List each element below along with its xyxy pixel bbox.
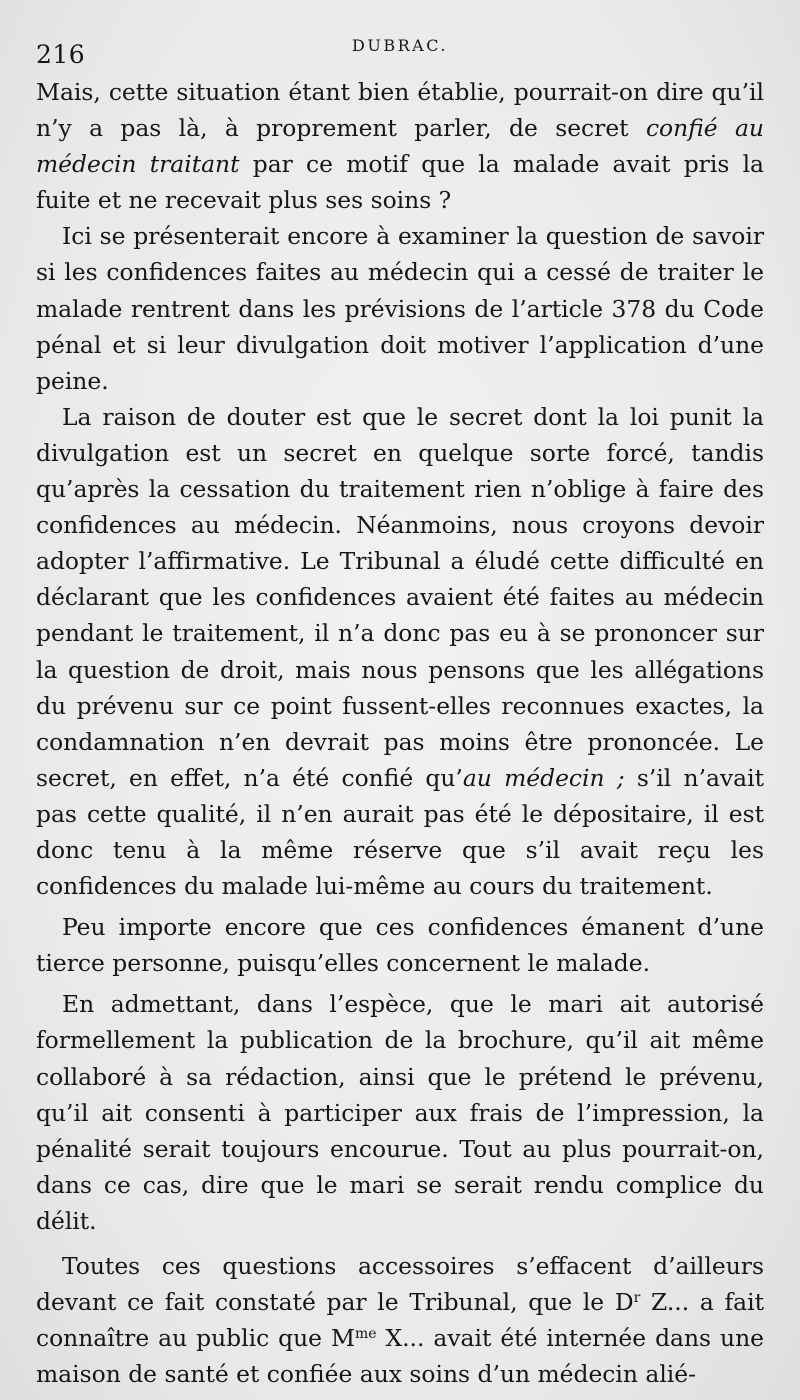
text-run: s’il n’avait pas cette qualité, il n’en aurait pas été le dépositaire, il est donc tenu à la même réserve que s’il avait reçu les confidences du malade lui-même au cours du traitement.: [36, 763, 764, 901]
text-run: Mais, cette situation étant bien établie, pourrait-on dire qu’il n’y a pas là, à proprement parler, de secret: [36, 78, 764, 143]
paragraph: [36, 399, 764, 904]
paragraph: [36, 909, 764, 981]
paragraph: [36, 1248, 764, 1392]
text-run: Ici se présenterait encore à examiner la question de savoir si les confidences faites au médecin qui a cessé de traiter le malade rentrent dans les prévisions de l’article 378 du Code pénal et si leur divulgation doit motiver l’application d’une peine.: [36, 222, 764, 395]
text-run: En admettant, dans l’espèce, que le mari ait autorisé formellement la publication de la brochure, qu’il ait même collaboré à sa rédaction, ainsi que le prétend le prévenu, qu’il ait consenti à participer aux frais de l’impression, la pénalité serait toujours encourue. Tout au plus pourrait-on, dans ce cas, dire que le mari se serait rendu complice du délit.: [36, 990, 764, 1235]
running-head: DUBRAC.: [352, 36, 448, 55]
text-run: X... avait été internée dans une maison de santé et confiée aux soins d’un médecin alié-: [36, 1324, 764, 1389]
text-run: Toutes ces questions accessoires s’effacent d’ailleurs devant ce fait constaté par le Tribunal, que le D: [36, 1252, 764, 1317]
text-run: La raison de douter est que le secret dont la loi punit la divulgation est un secret en quelque sorte forcé, tandis qu’après la cessation du traitement rien n’oblige à faire des confidences au médecin. Néanmoins, nous croyons devoir adopter l’affirmative. Le Tribunal a éludé cette difficulté en déclarant que les confidences avaient été faites au médecin pendant le traitement, il n’a donc pas eu à se prononcer sur la question de droit, mais nous pensons que les allégations du prévenu sur ce point fussent-elles reconnues exactes, la condamnation n’en devrait pas moins être prononcée. Le secret, en effet, n’a été confié qu’: [36, 402, 764, 792]
page-number: 216: [36, 40, 86, 69]
page-header: [36, 30, 764, 74]
paragraph: [36, 74, 764, 218]
italic-text: confié au médecin traitant: [36, 114, 764, 179]
text-run: Peu importe encore que ces confidences émanent d’une tierce personne, puisqu’elles concernent le malade.: [36, 913, 764, 978]
italic-text: au médecin ;: [462, 763, 625, 792]
superscript-text: me: [354, 1326, 377, 1343]
paragraph: [36, 986, 764, 1239]
paragraph: [36, 218, 764, 398]
body-text: [36, 74, 764, 1392]
text-run: par ce motif que la malade avait pris la fuite et ne recevait plus ses soins ?: [36, 150, 764, 215]
text-run: Z... a fait connaître au public que M: [36, 1288, 764, 1353]
superscript-text: r: [633, 1290, 641, 1307]
